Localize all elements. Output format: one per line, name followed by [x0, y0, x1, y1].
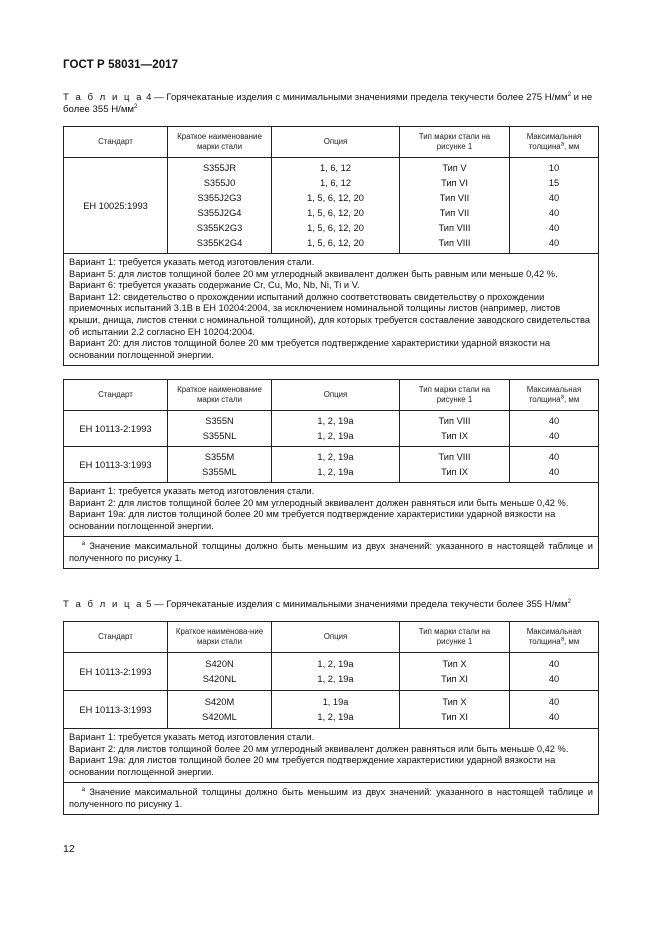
col-type: Тип марки стали на рисунке 1 [400, 622, 510, 653]
thickness-cell [510, 158, 599, 254]
notes-row [64, 254, 599, 366]
table-header-row [64, 127, 599, 158]
table-header-row [64, 622, 599, 653]
table4-caption-sup1: 2 [567, 91, 571, 98]
option-cell [272, 653, 400, 691]
col-name: Краткое наименова-ние марки стали [168, 622, 272, 653]
type-value: Тип VIII [438, 415, 471, 426]
col-name: Краткое наименование марки стали [168, 127, 272, 158]
option-value: 1, 2, 19a [317, 658, 354, 669]
col-thickness [510, 622, 599, 653]
option-cell [272, 691, 400, 729]
table4-caption-b: и не более 355 Н/мм [63, 92, 593, 115]
option-cell [272, 447, 400, 483]
thickness-value: 40 [548, 207, 560, 218]
grade-value: S355M [204, 451, 235, 462]
grade-value: S355JR [202, 162, 237, 173]
type-value: Тип IX [441, 466, 468, 477]
footnote-row [64, 783, 599, 815]
option-value: 1, 5, 6, 12, 20 [307, 192, 364, 203]
notes-row [64, 483, 599, 537]
footnote-mark: а [81, 541, 86, 548]
grade-value: S420N [205, 658, 234, 669]
footnote-cell [64, 537, 599, 569]
col-standard: Стандарт [64, 127, 168, 158]
grade-value: S355K2G3 [196, 222, 243, 233]
standard-cell: ЕН 10113-2:1993 [64, 411, 168, 447]
notes-row [64, 729, 599, 783]
option-cell [272, 158, 400, 254]
option-value: 1, 5, 6, 12, 20 [307, 222, 364, 233]
col-standard: Стандарт [64, 622, 168, 653]
col-thickness-sup: а [560, 636, 565, 643]
type-value: Тип XI [441, 673, 468, 684]
table4-caption-a: 4 — Горячекатаные изделия с минимальными значениями предела текучести более 275 Н/мм [146, 92, 568, 103]
note-text: Вариант 1: требуется указать метод изготовления стали. [69, 486, 315, 496]
table-row [64, 691, 599, 729]
grade-value: S355N [205, 415, 234, 426]
thickness-value: 15 [548, 177, 560, 188]
table5 [63, 621, 599, 815]
footnote-row [64, 537, 599, 569]
thickness-value: 40 [548, 415, 560, 426]
page-number: 12 [63, 843, 75, 855]
thickness-value: 40 [548, 711, 560, 722]
type-value: Тип X [442, 696, 467, 707]
grade-cell [168, 411, 272, 447]
document-header: ГОСТ Р 58031—2017 [63, 59, 179, 71]
thickness-value: 40 [548, 658, 560, 669]
type-cell [400, 411, 510, 447]
type-cell [400, 158, 510, 254]
type-value: Тип XI [441, 711, 468, 722]
note-text: Вариант 6: требуется указать содержание Cr, Cu, Mo, Nb, Ni, Ti и V. [69, 280, 360, 291]
col-thickness-unit: , мм [564, 637, 580, 646]
col-standard: Стандарт [64, 380, 168, 411]
option-value: 1, 5, 6, 12, 20 [307, 207, 364, 218]
grade-value: S355J0 [203, 177, 236, 188]
table4-caption-sup2: 2 [134, 103, 138, 110]
col-thickness-label: Максимальная толщина [526, 132, 582, 151]
note-text: Вариант 2: для листов толщиной более 20 мм углеродный эквивалент должен равняться или быть меньше 0,42 %. [69, 497, 569, 508]
col-thickness-unit: , мм [564, 395, 580, 404]
thickness-cell [510, 447, 599, 483]
option-value: 1, 2, 19a [317, 466, 354, 477]
note-text: Вариант 5: для листов толщиной более 20 мм углеродный эквивалент должен быть равным или меньше 0,42 %. [69, 268, 558, 279]
option-cell [272, 411, 400, 447]
table5-caption [63, 599, 598, 611]
option-value: 1, 2, 19a [317, 711, 354, 722]
col-thickness [510, 127, 599, 158]
grade-value: S355J2G4 [197, 207, 242, 218]
option-value: 1, 2, 19a [317, 673, 354, 684]
col-option: Опция [272, 380, 400, 411]
grade-value: S420NL [202, 673, 237, 684]
table-header-row [64, 380, 599, 411]
table4-part1 [63, 126, 599, 366]
standard-cell: ЕН 10025:1993 [64, 158, 168, 254]
thickness-value: 40 [548, 451, 560, 462]
col-thickness-label: Максимальная толщина [526, 627, 582, 646]
grade-cell [168, 447, 272, 483]
footnote-cell [64, 783, 599, 815]
option-value: 1, 2, 19a [317, 430, 354, 441]
col-thickness-sup: а [560, 394, 565, 401]
note-text: Вариант 19a: для листов толщиной более 20 мм требуется подтверждение характеристики ударной вязкости на основании поглощенной энергии. [69, 755, 556, 777]
type-value: Тип VII [439, 192, 470, 203]
notes-cell [64, 254, 599, 366]
table-row [64, 447, 599, 483]
col-thickness-sup: а [560, 141, 565, 148]
thickness-value: 40 [548, 466, 560, 477]
type-cell [400, 653, 510, 691]
type-value: Тип VIII [438, 237, 471, 248]
option-value: 1, 2, 19a [317, 451, 354, 462]
col-type: Тип марки стали на рисунке 1 [400, 380, 510, 411]
thickness-value: 40 [548, 673, 560, 684]
col-option: Опция [272, 127, 400, 158]
table4-label: Т а б л и ц а [63, 92, 144, 103]
footnote-mark: а [81, 787, 86, 794]
table5-caption-sup: 2 [567, 598, 571, 605]
grade-value: S355ML [202, 466, 237, 477]
table4-caption [63, 92, 598, 116]
table-row [64, 411, 599, 447]
option-value: 1, 6, 12 [319, 162, 351, 173]
grade-value: S355NL [202, 430, 237, 441]
thickness-value: 40 [548, 222, 560, 233]
option-value: 1, 2, 19a [317, 415, 354, 426]
note-text: Вариант 1: требуется указать метод изготовления стали. [69, 257, 315, 267]
col-thickness-unit: , мм [564, 142, 580, 151]
type-cell [400, 691, 510, 729]
thickness-cell [510, 691, 599, 729]
option-value: 1, 19a [322, 696, 349, 707]
note-text: Вариант 19a: для листов толщиной более 20 мм требуется подтверждение характеристики ударной вязкости на основании поглощенной энергии. [69, 509, 556, 531]
thickness-value: 40 [548, 237, 560, 248]
thickness-cell [510, 653, 599, 691]
type-value: Тип VIII [438, 451, 471, 462]
option-value: 1, 5, 6, 12, 20 [307, 237, 364, 248]
table5-caption-text: 5 — Горячекатаные изделия с минимальными значениями предела текучести более 355 Н/мм [146, 599, 568, 610]
type-value: Тип V [442, 162, 467, 173]
grade-value: S355J2G3 [197, 192, 242, 203]
table-row [64, 653, 599, 691]
footnote-text: Значение максимальной толщины должно быть меньшим из двух значений: указанного в настоящей таблице и полученного по рисунку 1. [69, 541, 594, 564]
standard-cell: ЕН 10113-3:1993 [64, 691, 168, 729]
thickness-cell [510, 411, 599, 447]
table4-part2 [63, 379, 599, 569]
thickness-value: 40 [548, 192, 560, 203]
grade-cell [168, 691, 272, 729]
type-value: Тип VIII [438, 222, 471, 233]
thickness-value: 40 [548, 430, 560, 441]
col-type: Тип марки стали на рисунке 1 [400, 127, 510, 158]
footnote-text: Значение максимальной толщины должно быть меньшим из двух значений: указанного в настоящей таблице и полученного по рисунку 1. [69, 787, 594, 810]
standard-cell: ЕН 10113-2:1993 [64, 653, 168, 691]
col-name: Краткое наименование марки стали [168, 380, 272, 411]
thickness-value: 40 [548, 696, 560, 707]
table5-label: Т а б л и ц а [63, 599, 144, 610]
grade-cell [168, 158, 272, 254]
grade-value: S355K2G4 [196, 237, 243, 248]
note-text: Вариант 2: для листов толщиной более 20 мм углеродный эквивалент должен равняться или быть меньше 0,42 %. [69, 743, 569, 754]
type-value: Тип IX [441, 430, 468, 441]
notes-cell [64, 483, 599, 537]
notes-cell [64, 729, 599, 783]
note-text: Вариант 1: требуется указать метод изготовления стали. [69, 732, 315, 742]
type-value: Тип VI [441, 177, 468, 188]
thickness-value: 10 [548, 162, 560, 173]
table-row [64, 158, 599, 254]
col-thickness [510, 380, 599, 411]
type-value: Тип X [442, 658, 467, 669]
grade-cell [168, 653, 272, 691]
type-cell [400, 447, 510, 483]
grade-value: S420ML [202, 711, 237, 722]
type-value: Тип VII [439, 207, 470, 218]
grade-value: S420M [204, 696, 235, 707]
col-option: Опция [272, 622, 400, 653]
option-value: 1, 6, 12 [319, 177, 351, 188]
note-text: Вариант 12: свидетельство о прохождении испытаний должно соответствовать свидетельству о прохождении приемочных испытаний 3.1B в ЕН 10204:2004, за исключением номинальной толщины листов (например, листов крыши, днища, листов стенки с номинальной толщиной), для которых требуется составление заводского свидетельства об испытании 2.2 согласно ЕН 10204:2004. [69, 291, 591, 337]
standard-cell: ЕН 10113-3:1993 [64, 447, 168, 483]
note-text: Вариант 20: для листов толщиной более 20 мм требуется подтверждение характеристики ударной вязкости на основании поглощенной энергии. [69, 338, 551, 360]
col-thickness-label: Максимальная толщина [526, 385, 582, 404]
